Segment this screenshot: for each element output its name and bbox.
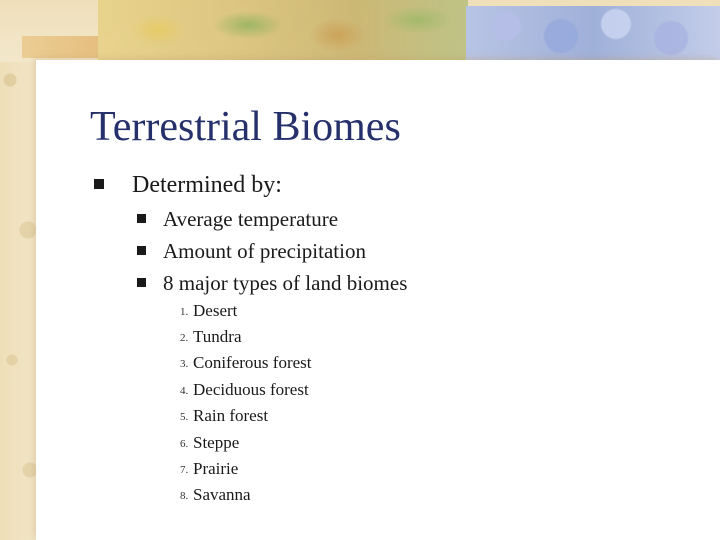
list-number: 7. (180, 464, 189, 476)
square-bullet-icon (137, 278, 146, 287)
list-number: 1. (180, 306, 189, 318)
biome-list-item (180, 299, 480, 325)
square-bullet-icon (94, 179, 104, 189)
biome-list-item (180, 483, 480, 509)
list-number: 2. (180, 332, 189, 344)
square-bullet-icon (137, 214, 146, 223)
biome-list-item (180, 404, 480, 430)
sub-bullet (137, 204, 697, 234)
list-number: 5. (180, 411, 189, 423)
list-number: 6. (180, 438, 189, 450)
biome-name: Rain forest (193, 406, 269, 425)
biome-list-item (180, 325, 480, 351)
biome-name: Tundra (193, 327, 242, 346)
sub-bullet (137, 268, 697, 298)
biome-name: Desert (193, 301, 238, 320)
sub-bullet-text: 8 major types of land biomes (163, 271, 408, 295)
biome-name: Prairie (193, 459, 239, 478)
slide-title: Terrestrial Biomes (90, 104, 401, 150)
banner-decoration-small (22, 36, 98, 58)
leaves-banner-image (98, 0, 468, 60)
biome-list-item (180, 351, 480, 377)
biome-list-item (180, 431, 480, 457)
flowers-banner-image (466, 6, 720, 60)
biome-list-item (180, 457, 480, 483)
biome-name: Savanna (193, 485, 251, 504)
biome-list-item (180, 378, 480, 404)
sub-bullet-text: Amount of precipitation (163, 239, 366, 263)
biome-name: Steppe (193, 433, 240, 452)
sub-bullet-text: Average temperature (163, 207, 339, 231)
main-bullet (94, 168, 694, 202)
list-number: 3. (180, 358, 189, 370)
sub-bullet (137, 236, 697, 266)
list-number: 8. (180, 490, 189, 502)
main-bullet-text: Determined by: (132, 172, 282, 198)
list-number: 4. (180, 385, 189, 397)
parchment-border-left (0, 0, 40, 540)
biome-name: Deciduous forest (193, 380, 309, 399)
square-bullet-icon (137, 246, 146, 255)
biome-name: Coniferous forest (193, 353, 312, 372)
